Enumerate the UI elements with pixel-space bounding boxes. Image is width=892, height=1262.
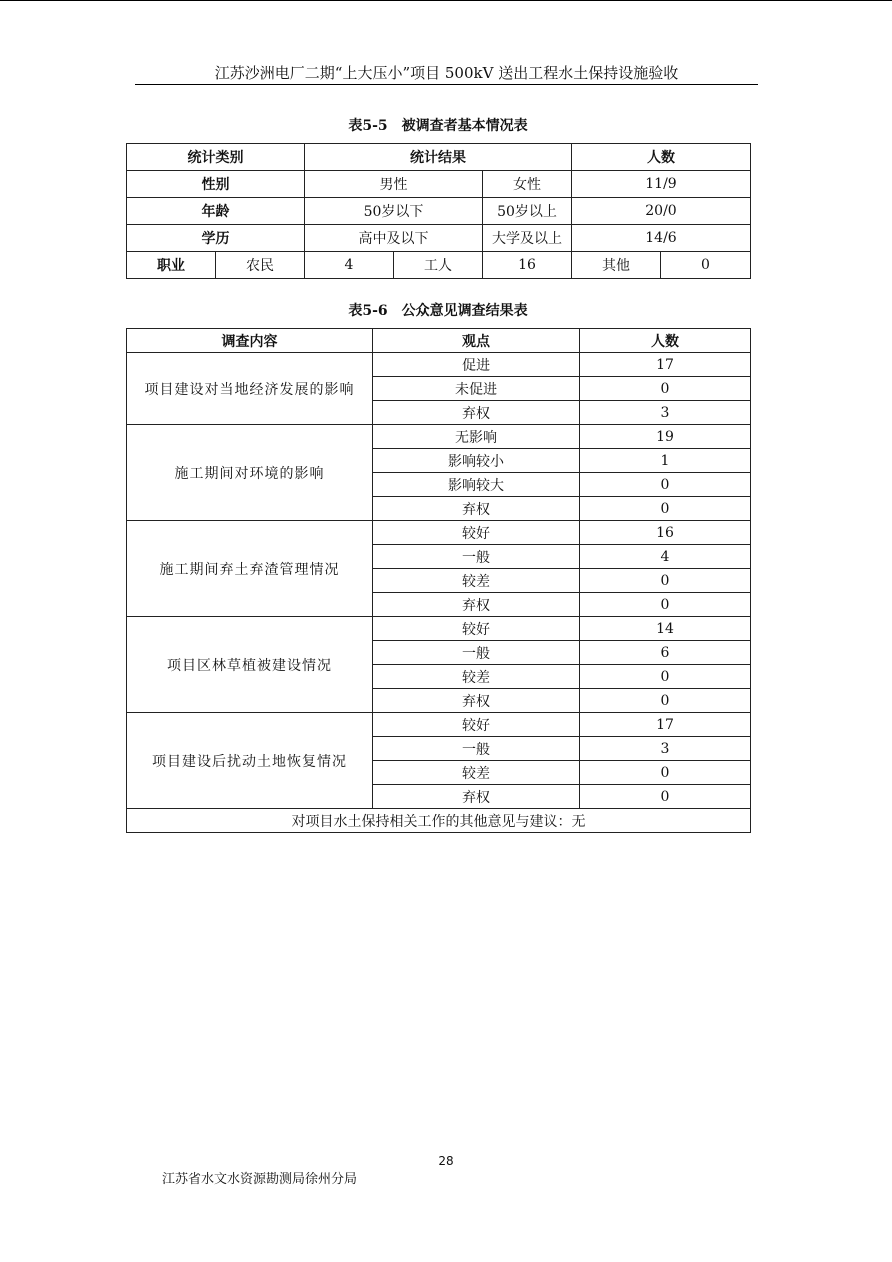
- count-cell: 17: [580, 353, 751, 377]
- count-cell: 0: [580, 689, 751, 713]
- survey-item: 项目建设对当地经济发展的影响: [127, 353, 373, 425]
- header-count: 人数: [580, 329, 751, 353]
- occupation-category: 职业: [127, 252, 216, 279]
- table-row: [127, 809, 751, 833]
- count-cell: 14: [580, 617, 751, 641]
- view-cell: 弃权: [373, 785, 580, 809]
- count-cell: 1: [580, 449, 751, 473]
- page-number: 28: [438, 1154, 454, 1168]
- header-view: 观点: [373, 329, 580, 353]
- other-opinions-row: 对项目水土保持相关工作的其他意见与建议：无: [127, 809, 751, 833]
- view-cell: 影响较小: [373, 449, 580, 473]
- row-option-a: 高中及以下: [305, 225, 483, 252]
- count-cell: 3: [580, 737, 751, 761]
- survey-item: 施工期间对环境的影响: [127, 425, 373, 521]
- row-option-a: 50岁以下: [305, 198, 483, 225]
- count-cell: 0: [580, 377, 751, 401]
- count-cell: 0: [580, 497, 751, 521]
- header-category: 统计类别: [127, 144, 305, 171]
- view-cell: 一般: [373, 545, 580, 569]
- view-cell: 一般: [373, 641, 580, 665]
- row-count: 14/6: [572, 225, 751, 252]
- count-cell: 17: [580, 713, 751, 737]
- header-item: 调查内容: [127, 329, 373, 353]
- row-category: 性别: [127, 171, 305, 198]
- count-cell: 0: [580, 569, 751, 593]
- count-cell: 0: [580, 665, 751, 689]
- view-cell: 较差: [373, 569, 580, 593]
- count-cell: 0: [580, 761, 751, 785]
- view-cell: 弃权: [373, 497, 580, 521]
- view-cell: 影响较大: [373, 473, 580, 497]
- count-cell: 6: [580, 641, 751, 665]
- occupation-cell: 工人: [394, 252, 483, 279]
- row-count: 20/0: [572, 198, 751, 225]
- table-row: [127, 425, 751, 449]
- row-option-b: 女性: [483, 171, 572, 198]
- count-cell: 0: [580, 473, 751, 497]
- view-cell: 较差: [373, 665, 580, 689]
- header-count: 人数: [572, 144, 751, 171]
- view-cell: 较差: [373, 761, 580, 785]
- table-5-5-caption: 表5-5 被调查者基本情况表: [348, 118, 528, 134]
- count-cell: 4: [580, 545, 751, 569]
- count-cell: 3: [580, 401, 751, 425]
- row-option-a: 男性: [305, 171, 483, 198]
- table-row: [127, 225, 751, 252]
- row-category: 学历: [127, 225, 305, 252]
- view-cell: 无影响: [373, 425, 580, 449]
- view-cell: 较好: [373, 713, 580, 737]
- view-cell: 未促进: [373, 377, 580, 401]
- count-cell: 16: [580, 521, 751, 545]
- occupation-cell: 4: [305, 252, 394, 279]
- table-row: [127, 353, 751, 377]
- occupation-cell: 农民: [216, 252, 305, 279]
- table-row: [127, 171, 751, 198]
- occupation-cell: 0: [661, 252, 751, 279]
- table-row: [127, 198, 751, 225]
- respondent-info-table: [126, 143, 751, 279]
- occupation-cell: 其他: [572, 252, 661, 279]
- survey-item: 项目区林草植被建设情况: [127, 617, 373, 713]
- view-cell: 一般: [373, 737, 580, 761]
- table-5-6-caption: 表5-6 公众意见调查结果表: [348, 303, 528, 319]
- row-option-b: 大学及以上: [483, 225, 572, 252]
- count-cell: 0: [580, 593, 751, 617]
- row-option-b: 50岁以上: [483, 198, 572, 225]
- view-cell: 较好: [373, 521, 580, 545]
- table-row: [127, 617, 751, 641]
- header-result: 统计结果: [305, 144, 572, 171]
- row-category: 年龄: [127, 198, 305, 225]
- page-header: 江苏沙洲电厂二期“上大压小”项目 500kV 送出工程水土保持设施验收: [135, 62, 758, 85]
- view-cell: 弃权: [373, 689, 580, 713]
- count-cell: 0: [580, 785, 751, 809]
- survey-item: 施工期间弃土弃渣管理情况: [127, 521, 373, 617]
- survey-item: 项目建设后扰动土地恢复情况: [127, 713, 373, 809]
- row-count: 11/9: [572, 171, 751, 198]
- table-row: [127, 521, 751, 545]
- organization-footer: 江苏省水文水资源勘测局徐州分局: [162, 1172, 358, 1187]
- view-cell: 弃权: [373, 401, 580, 425]
- table-row: [127, 252, 751, 279]
- public-opinion-table: [126, 328, 751, 833]
- table-row: [127, 713, 751, 737]
- top-border-line: [0, 0, 892, 1]
- count-cell: 19: [580, 425, 751, 449]
- view-cell: 促进: [373, 353, 580, 377]
- view-cell: 弃权: [373, 593, 580, 617]
- view-cell: 较好: [373, 617, 580, 641]
- occupation-cell: 16: [483, 252, 572, 279]
